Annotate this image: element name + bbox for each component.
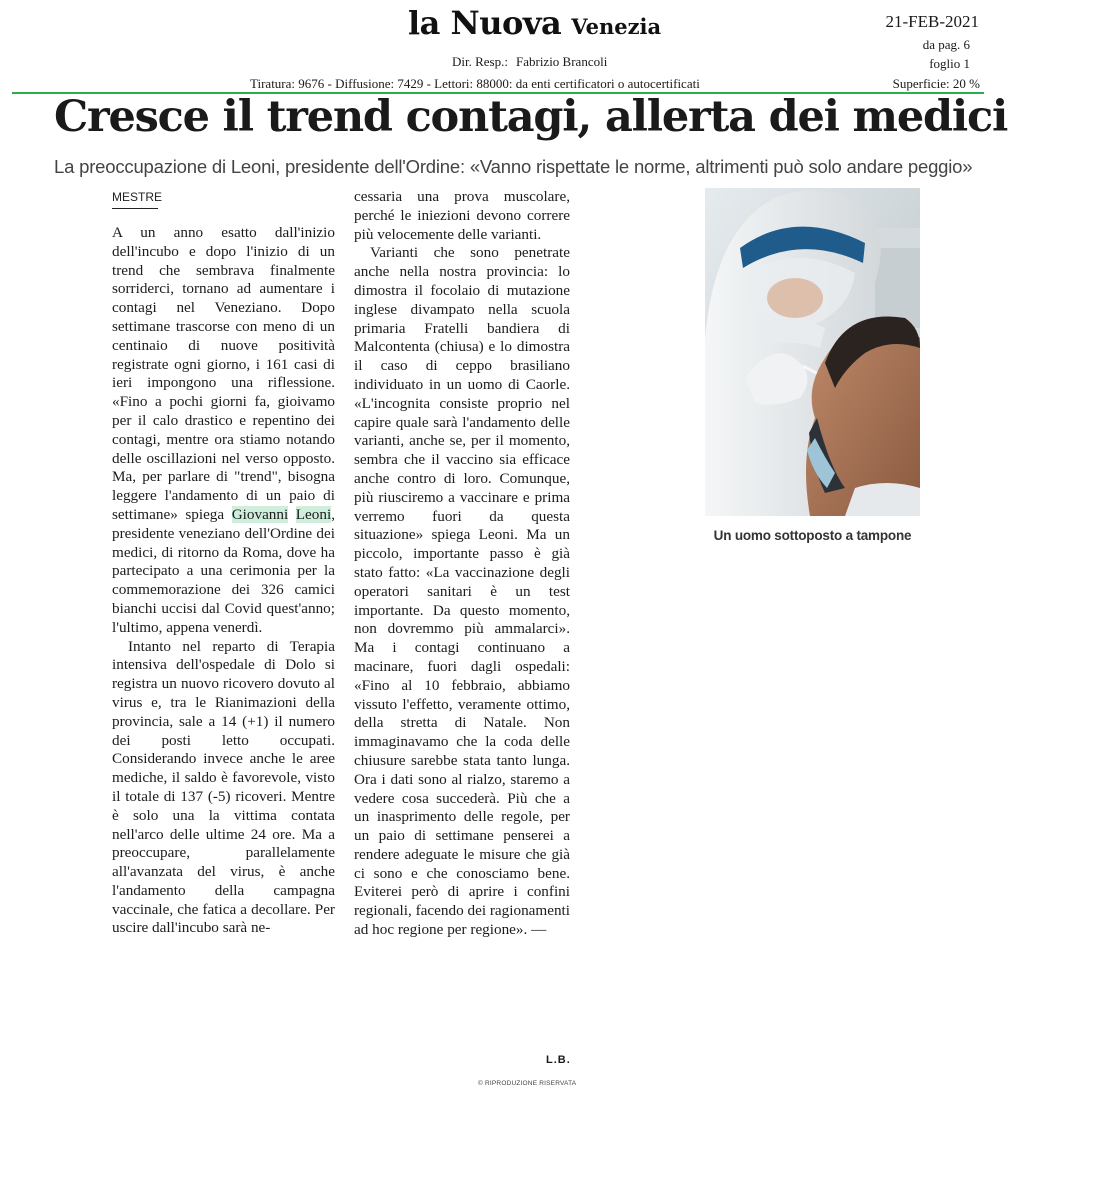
article-paragraph: cessaria una prova muscolare, perché le iniezioni devono correre più velocemente delle varianti. xyxy=(354,188,570,243)
director-name: Fabrizio Brancoli xyxy=(515,54,608,69)
headline: Cresce il trend contagi, allerta dei medici xyxy=(54,92,1008,142)
article-photo xyxy=(705,188,920,516)
copyright-notice: © RIPRODUZIONE RISERVATA xyxy=(478,1080,577,1087)
highlighted-name-last: Leoni xyxy=(295,505,332,523)
paragraph-text: A un anno esatto dall'inizio dell'incubo e dopo l'inizio di un trend che sembrava finalmente sorriderci, tornano ad aumentare i contagi nel Veneziano. Dopo settimane trascorse con meno di un centinaio di nuove positività registrate ogni giorno, i 161 casi di ieri impongono una riflessione. «Fino a pochi giorni fa, gioivamo per il calo drastico e repentino dei contagi, mentre ora stiamo notando delle oscillazioni nel verso opposto. Ma, per parlare di "trend", bisogna leggere l'andamento di un paio di settimane» spiega xyxy=(112,224,335,523)
photo-caption: Un uomo sottoposto a tampone xyxy=(713,528,912,543)
surface-percentage: Superficie: 20 % xyxy=(892,76,980,91)
subheadline: La preoccupazione di Leoni, presidente dell'Ordine: «Vanno rispettate le norme, altrimenti può solo andare peggio» xyxy=(54,156,973,177)
newspaper-name: la Nuova xyxy=(408,4,562,42)
highlighted-name-first: Giovanni xyxy=(231,505,289,523)
page-number: da pag. 6 xyxy=(922,37,970,52)
publication-date: 21-FEB-2021 xyxy=(885,12,979,31)
author-signature: L.B. xyxy=(546,1054,571,1066)
folio-number: foglio 1 xyxy=(929,56,970,71)
masthead xyxy=(408,4,661,42)
article-column-2 xyxy=(354,188,570,940)
swab-test-illustration xyxy=(705,188,920,516)
section-name: MESTRE xyxy=(112,190,158,209)
paragraph-text: , presidente veneziano dell'Ordine dei medici, di ritorno da Roma, dove ha partecipato a una cerimonia per la commemorazione dei 326 camici bianchi uccisi dal Covid quest'anno; l'ultimo, appena venerdì. xyxy=(112,505,335,636)
section-label xyxy=(112,190,335,209)
article-paragraph xyxy=(112,224,335,638)
article-column-1 xyxy=(112,224,335,938)
newspaper-edition: Venezia xyxy=(571,14,662,39)
director-label: Dir. Resp.: xyxy=(452,54,508,69)
article-paragraph: Varianti che sono penetrate anche nella nostra provincia: lo dimostra il focolaio di mutazione inglese divampato nella scuola primaria Fratelli bandiera di Malcontenta (chiusa) e lo dimostra il caso di ceppo brasiliano individuato in un uomo di Caorle. «L'incognita consiste proprio nel capire quale sarà l'andamento delle varianti, anche se, per il momento, sembra che il vaccino sia efficace anche contro di loro. Comunque, più riusciremo a vaccinare e prima verremo fuori da questa situazione» spiega Leoni. Ma un piccolo, importante passo è già stato fatto: «La vaccinazione degli operatori sanitari è un test importante. Da questo momento, non dovremmo più ammalarci». Ma i contagi continuano a macinare, fuori dagli ospedali: «Fino al 10 febbraio, abbiamo vissuto l'effetto, veramente ottimo, della stretta di Natale. Non immaginavamo che la coda delle chiusure sarebbe stata tanto lunga. Ora i dati sono al rialzo, staremo a vedere cosa succederà. Più che a un inasprimento delle regole, per un paio di settimane penserei a rendere adeguate le misure che già ci sono e che conosciamo bene. Eviterei però di aprire i confini regionali, facendo dei ragionamenti ad hoc regione per regione». — xyxy=(354,244,570,939)
director-line xyxy=(452,54,607,70)
circulation-stats: Tiratura: 9676 - Diffusione: 7429 - Lettori: 88000: da enti certificatori o autocertificati xyxy=(250,76,700,91)
article-paragraph: Intanto nel reparto di Terapia intensiva dell'ospedale di Dolo si registra un nuovo ricovero dovuto al virus e, tra le Rianimazioni della provincia, sale a 14 (+1) il numero dei posti letto occupati. Considerando invece anche le aree mediche, il saldo è favorevole, visto il totale di 137 (-5) ricoveri. Mentre è solo una la vittima contata nell'arco delle ultime 24 ore. Ma a preoccupare, parallelamente all'avanzata del virus, è anche l'andamento della campagna vaccinale, che fatica a decollare. Per uscire dall'incubo sarà ne- xyxy=(112,637,335,937)
